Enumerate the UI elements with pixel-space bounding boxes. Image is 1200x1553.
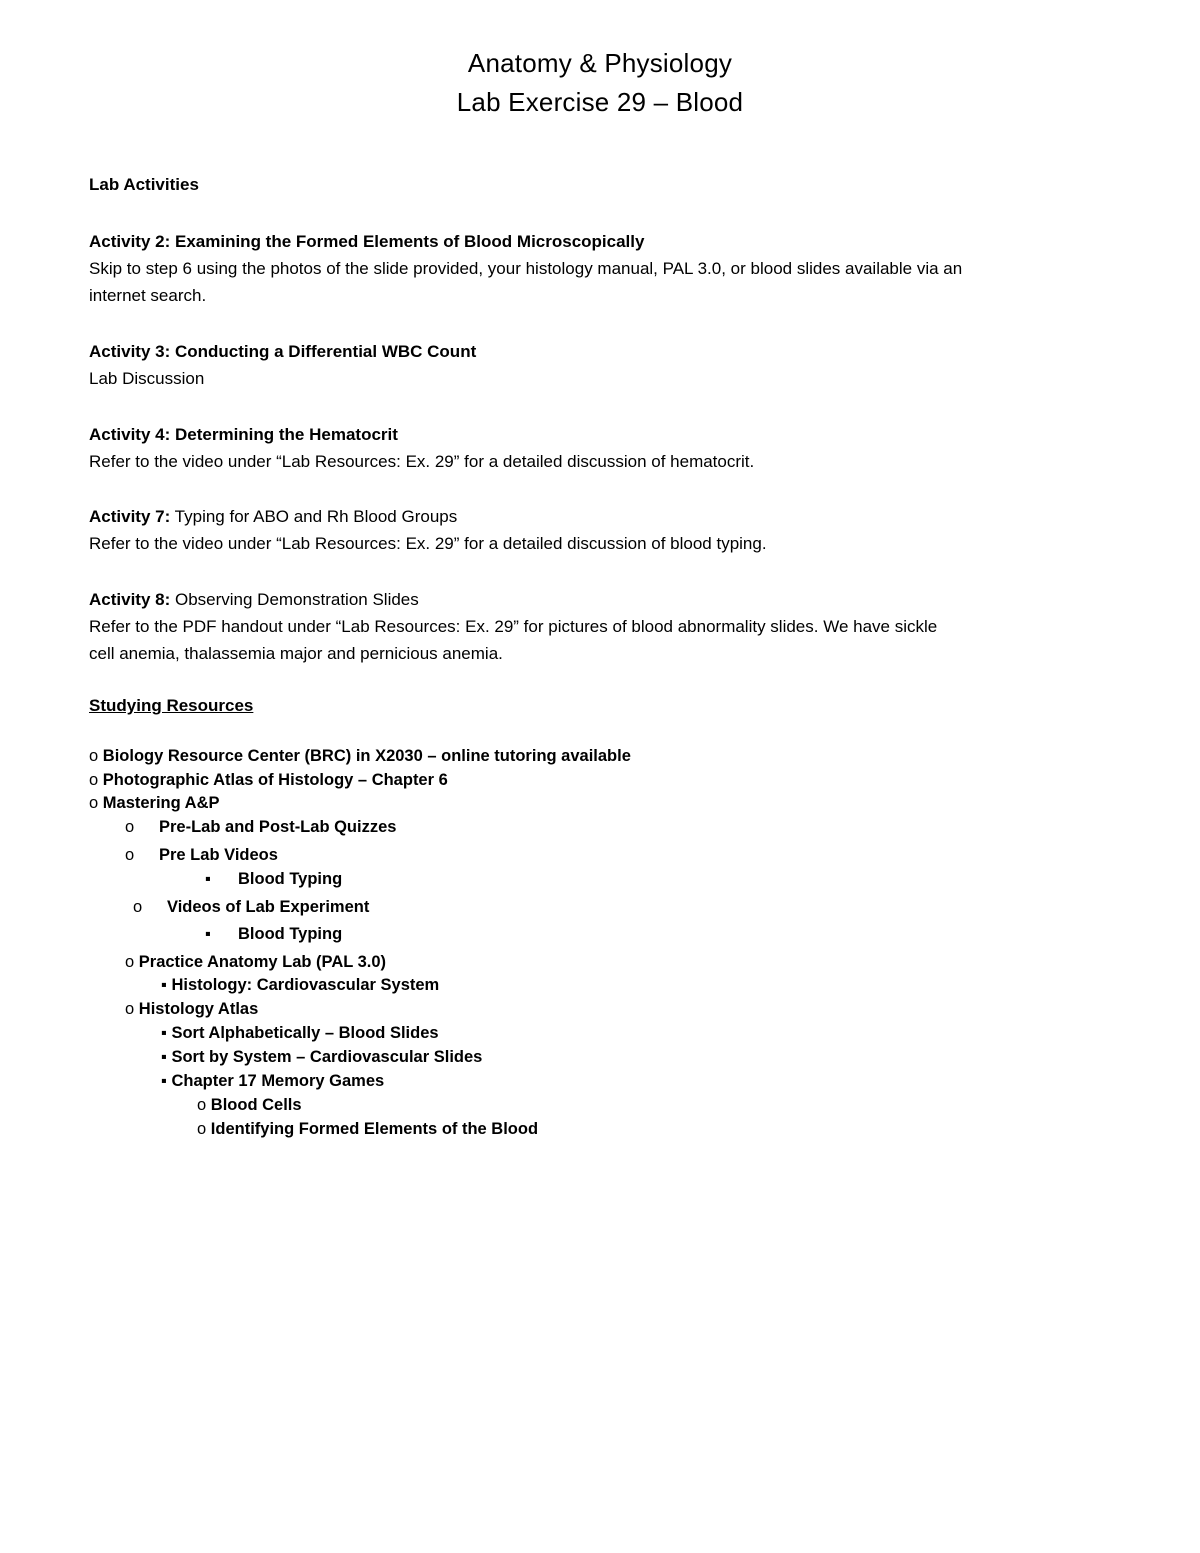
- resource-item: o Pre Lab Videos: [125, 846, 278, 864]
- resource-item: o Biology Resource Center (BRC) in X2030 – online tutoring available: [89, 747, 631, 765]
- activity-name: Observing Demonstration Slides: [174, 590, 419, 609]
- activity-line: Refer to the video under “Lab Resources: Ex. 29” for a detailed discussion of hematocrit.: [89, 452, 755, 471]
- activity-label: Activity 2:: [89, 232, 171, 251]
- resource-item: ▪ Chapter 17 Memory Games: [161, 1072, 385, 1090]
- resource-item: o Blood Cells: [197, 1096, 302, 1114]
- activity-line: Lab Discussion: [89, 369, 205, 388]
- activity-label: Activity 7:: [89, 507, 171, 526]
- resource-item: o Practice Anatomy Lab (PAL 3.0): [125, 953, 387, 971]
- studying-resources-heading: Studying Resources: [89, 696, 254, 715]
- resource-item: o Photographic Atlas of Histology – Chapter 6: [89, 771, 448, 789]
- resource-item: ▪ Blood Typing: [205, 870, 343, 888]
- lab-activities-heading: Lab Activities: [89, 175, 199, 194]
- activity-name: Determining the Hematocrit: [174, 425, 398, 444]
- activity-name: Typing for ABO and Rh Blood Groups: [174, 507, 458, 526]
- activity-label: Activity 3:: [89, 342, 171, 361]
- activity-line: internet search.: [89, 286, 207, 305]
- activity-name: Examining the Formed Elements of Blood Microscopically: [174, 232, 645, 251]
- resource-item: ▪ Sort Alphabetically – Blood Slides: [161, 1024, 439, 1042]
- resource-item: o Pre-Lab and Post-Lab Quizzes: [125, 818, 397, 836]
- resource-item: ▪ Histology: Cardiovascular System: [161, 976, 440, 994]
- activity-name: Conducting a Differential WBC Count: [174, 342, 477, 361]
- resource-item: ▪ Blood Typing: [205, 925, 343, 943]
- activity-line: Refer to the video under “Lab Resources: Ex. 29” for a detailed discussion of blood typing.: [89, 534, 767, 553]
- resource-item: o Histology Atlas: [125, 1000, 259, 1018]
- activity-4: [89, 421, 1119, 475]
- page-subtitle: Lab Exercise 29 – Blood: [456, 87, 744, 117]
- activity-label: Activity 8:: [89, 590, 171, 609]
- activity-line: Refer to the PDF handout under “Lab Resources: Ex. 29” for pictures of blood abnormality slides. We have sickle: [89, 617, 938, 636]
- activity-label: Activity 4:: [89, 425, 171, 444]
- resource-item: ▪ Sort by System – Cardiovascular Slides: [161, 1048, 483, 1066]
- activity-line: Skip to step 6 using the photos of the slide provided, your histology manual, PAL 3.0, or blood slides available via an: [89, 259, 963, 278]
- resource-item: o Videos of Lab Experiment: [133, 898, 370, 916]
- activity-3: [89, 338, 1119, 392]
- activity-7: [89, 503, 1119, 557]
- activity-8: [89, 586, 1119, 667]
- activity-line: cell anemia, thalassemia major and pernicious anemia.: [89, 644, 503, 663]
- resource-item: o Mastering A&P: [89, 794, 220, 812]
- resource-item: o Identifying Formed Elements of the Blood: [197, 1120, 539, 1138]
- page-title: Anatomy & Physiology: [467, 48, 733, 78]
- activity-2: [89, 228, 1119, 309]
